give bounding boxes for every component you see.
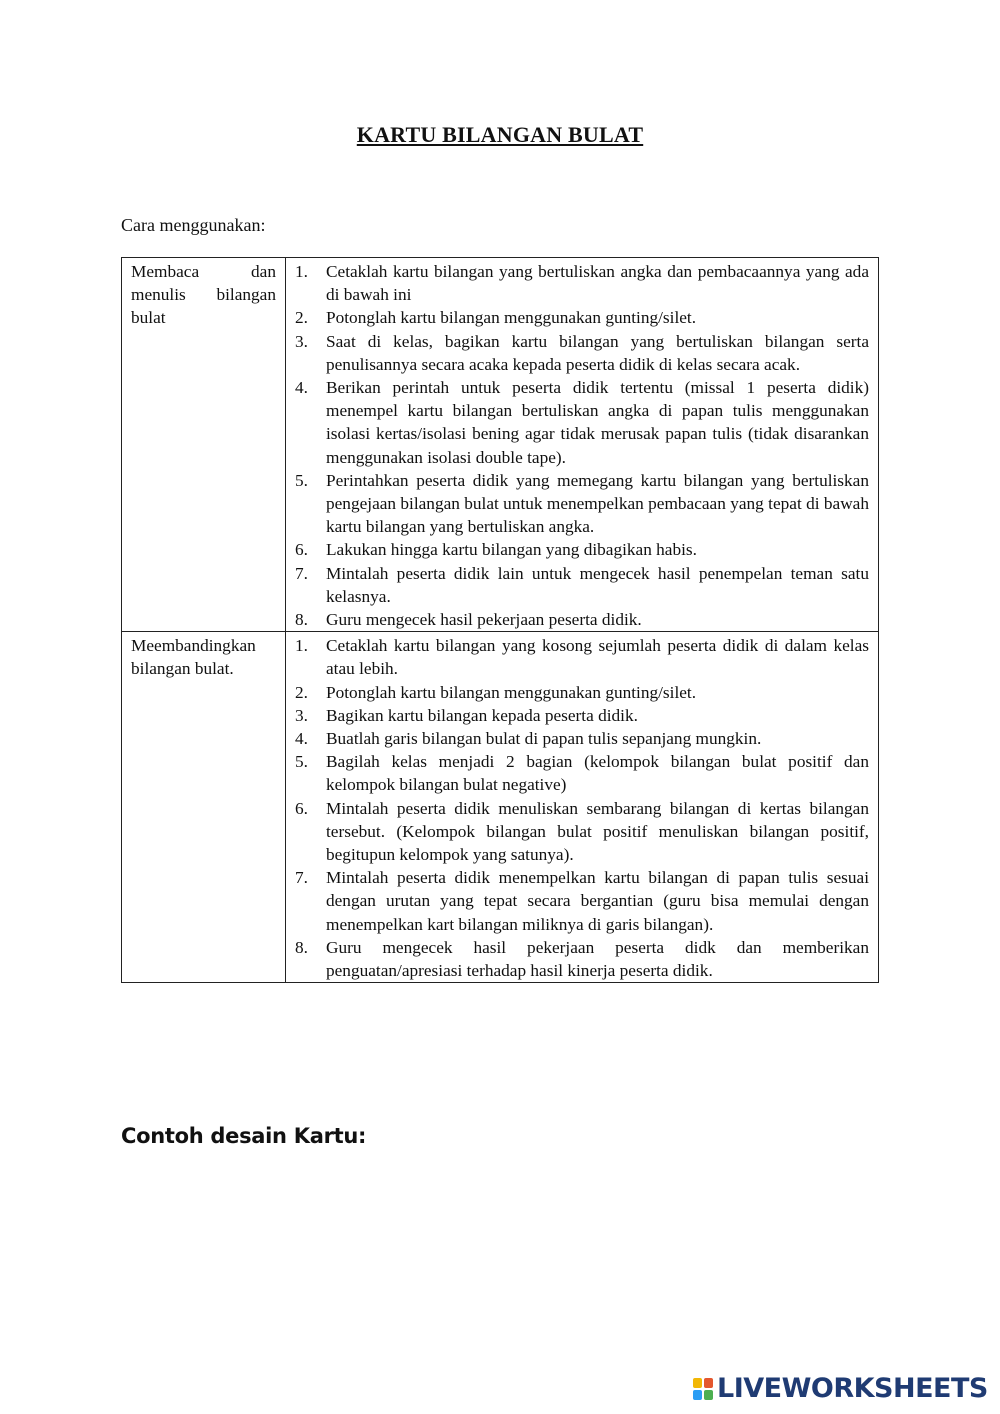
step-number: 4. — [295, 729, 308, 749]
section-row — [122, 258, 879, 632]
step-text: Bagilah kelas menjadi 2 bagian (kelompok bilangan bulat positif dan kelompok bilangan bulat negative) — [326, 752, 869, 795]
section-steps-cell — [286, 258, 879, 632]
step-item — [295, 306, 869, 329]
step-number: 1. — [295, 262, 308, 281]
step-text: Mintalah peserta didik menuliskan sembarang bilangan di kertas bilangan tersebut. (Kelompok bilangan bulat positif menuliskan bilangan positif, begitupun kelompok yang satunya). — [326, 798, 869, 865]
step-number: 1. — [295, 636, 308, 656]
step-list — [295, 634, 869, 982]
step-text: Cetaklah kartu bilangan yang kosong sejumlah peserta didik di dalam kelas atau lebih. — [326, 636, 869, 679]
step-number: 3. — [295, 705, 308, 725]
step-item — [295, 260, 869, 306]
step-number: 4. — [295, 378, 308, 398]
brand-text: LIVEWORKSHEETS — [717, 1373, 988, 1404]
step-text: Mintalah peserta didik lain untuk mengecek hasil penempelan teman satu kelasnya. — [326, 563, 869, 606]
step-item — [295, 727, 869, 750]
step-number: 2. — [295, 308, 308, 328]
step-text: Guru mengecek hasil pekerjaan peserta didik. — [326, 610, 642, 630]
step-item — [295, 330, 869, 376]
step-item — [295, 750, 869, 796]
step-number: 7. — [295, 868, 308, 888]
section-steps-cell — [286, 632, 879, 983]
liveworksheets-brand — [693, 1373, 988, 1404]
logo-square-3 — [693, 1390, 702, 1400]
liveworksheets-logo-icon — [693, 1378, 713, 1400]
step-number: 7. — [295, 563, 308, 583]
step-text: Berikan perintah untuk peserta didik tertentu (missal 1 peserta didik) menempel kartu bilangan bertuliskan angka di papan tulis menggunakan isolasi kertas/isolasi bening agar tidak merusak papan tulis (tidak disarankan menggunakan isolasi double tape). — [326, 378, 869, 467]
step-number: 6. — [295, 540, 308, 560]
instructions-table — [121, 257, 879, 983]
step-item — [295, 866, 869, 936]
step-item — [295, 608, 869, 631]
logo-square-2 — [704, 1378, 713, 1388]
step-item — [295, 376, 869, 469]
step-item — [295, 634, 869, 680]
step-number: 5. — [295, 752, 308, 772]
logo-square-4 — [704, 1390, 713, 1400]
section-label: Membaca dan menulis bilangan bulat — [122, 258, 286, 632]
page-title: KARTU BILANGAN BULAT — [356, 122, 644, 147]
section-label: Meembandingkan bilangan bulat. — [122, 632, 286, 983]
step-item — [295, 704, 869, 727]
step-number: 2. — [295, 682, 308, 702]
step-text: Mintalah peserta didik menempelkan kartu bilangan di papan tulis sesuai dengan urutan yang tepat secara bergantian (guru bisa memulai dengan menempelkan kart bilangan miliknya di garis bilangan). — [326, 868, 869, 934]
intro-text: Cara menggunakan: — [121, 215, 266, 235]
step-text: Guru mengecek hasil pekerjaan peserta didk dan memberikan penguatan/apresiasi terhadap hasil kinerja peserta didik. — [326, 937, 869, 981]
step-item — [295, 681, 869, 704]
step-item — [295, 562, 869, 608]
step-number: 8. — [295, 937, 308, 957]
step-text: Potonglah kartu bilangan menggunakan gunting/silet. — [326, 308, 697, 328]
step-item — [295, 469, 869, 539]
step-number: 5. — [295, 470, 308, 490]
step-text: Perintahkan peserta didik yang memegang kartu bilangan yang bertuliskan pengejaan bilangan bulat untuk menempelkan pembacaan yang tepat di bawah kartu bilangan yang bertuliskan angka. — [326, 470, 869, 537]
section-row — [122, 632, 879, 983]
step-item — [295, 538, 869, 561]
step-text: Potonglah kartu bilangan menggunakan gunting/silet. — [326, 682, 697, 702]
logo-square-1 — [693, 1378, 702, 1388]
step-number: 3. — [295, 331, 308, 351]
example-heading: Contoh desain Kartu: — [121, 1124, 367, 1148]
step-text: Bagikan kartu bilangan kepada peserta didik. — [326, 705, 638, 725]
step-text: Cetaklah kartu bilangan yang bertuliskan angka dan pembacaannya yang ada di bawah ini — [326, 262, 869, 305]
step-number: 6. — [295, 798, 308, 818]
step-number: 8. — [295, 610, 308, 630]
step-text: Saat di kelas, bagikan kartu bilangan yang bertuliskan bilangan serta penulisannya secara acaka kepada peserta didik di kelas secara acak. — [326, 331, 869, 374]
step-text: Lakukan hingga kartu bilangan yang dibagikan habis. — [326, 540, 697, 560]
step-list — [295, 260, 869, 631]
step-item — [295, 936, 869, 982]
step-text: Buatlah garis bilangan bulat di papan tulis sepanjang mungkin. — [326, 729, 762, 749]
step-item — [295, 797, 869, 867]
